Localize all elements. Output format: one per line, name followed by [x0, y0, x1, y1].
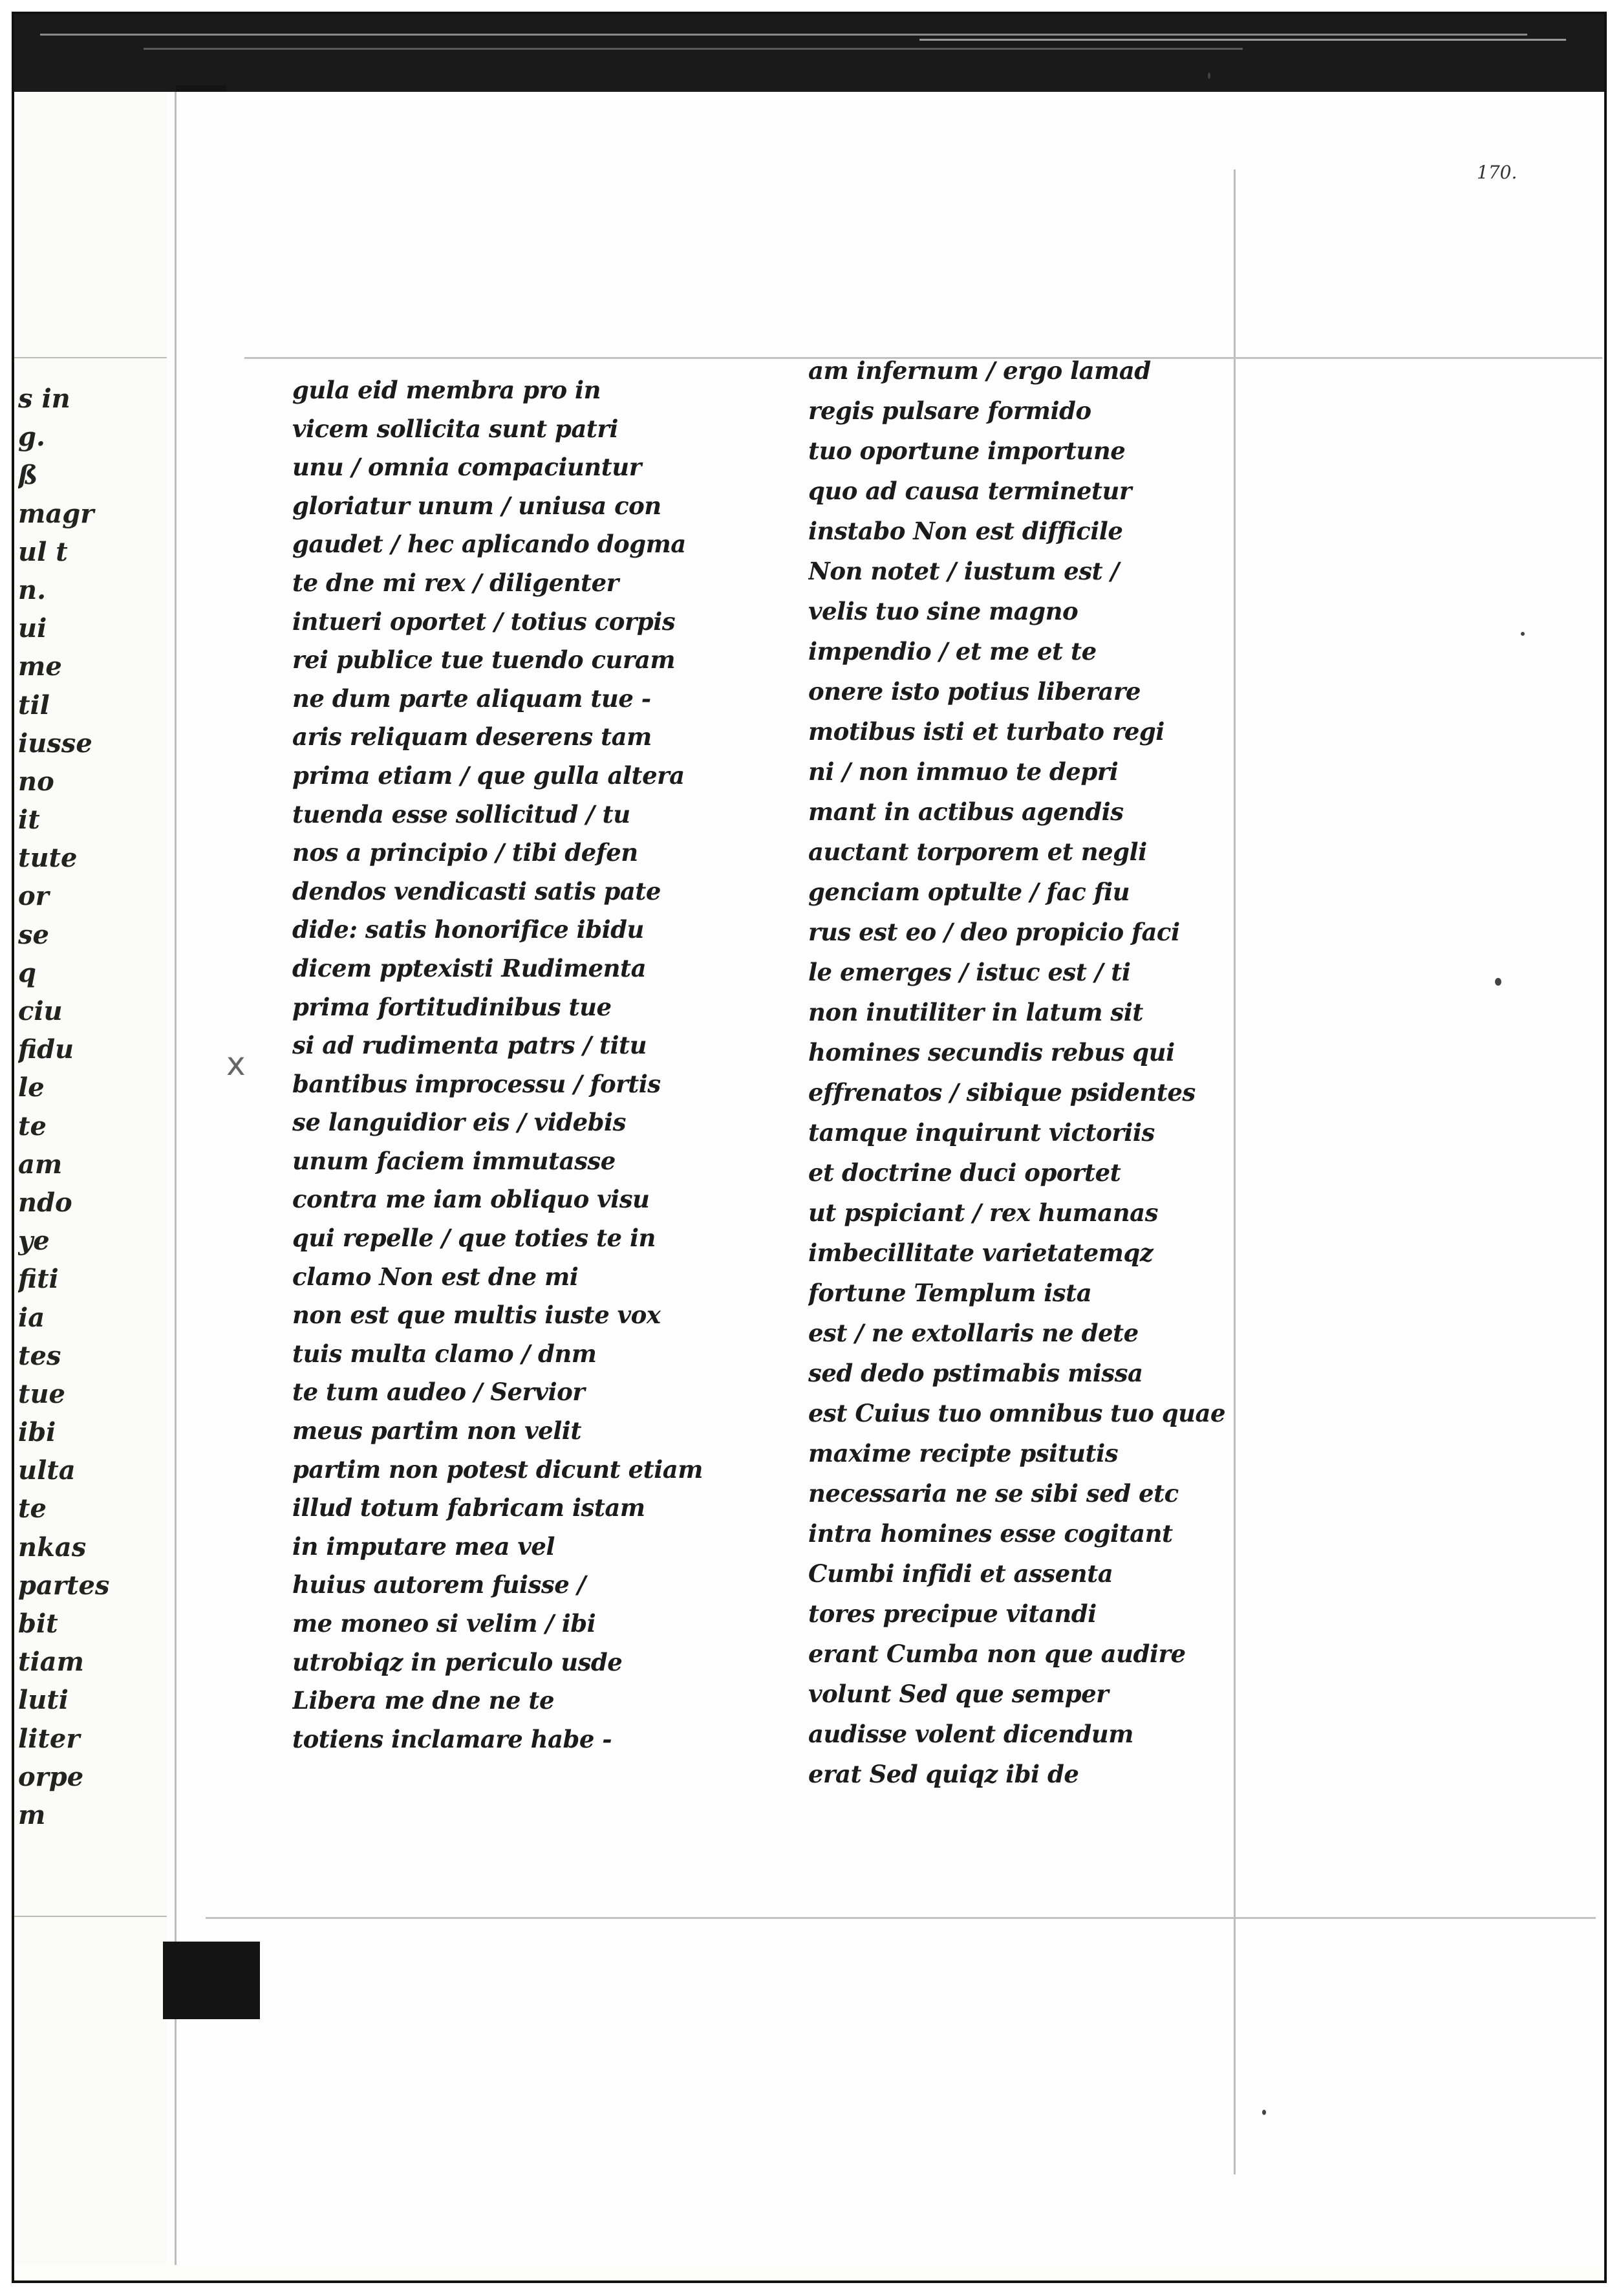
manuscript-line: non inutiliter in latum sit: [808, 998, 1143, 1026]
manuscript-line: quo ad causa terminetur: [808, 477, 1132, 505]
facing-page-line: ciu: [18, 996, 63, 1026]
manuscript-line: utrobiqz in periculo usde: [292, 1647, 623, 1676]
manuscript-line: se languidior eis / videbis: [292, 1108, 626, 1137]
manuscript-line: meus partim non velit: [292, 1416, 581, 1446]
facing-page-line: magr: [18, 498, 94, 529]
facing-page-line: partes: [18, 1570, 110, 1601]
facing-page-line: nkas: [18, 1532, 87, 1563]
facing-page-line: orpe: [18, 1761, 84, 1792]
manuscript-line: illud totum fabricam istam: [292, 1493, 645, 1522]
folio-number: 170.: [1477, 162, 1518, 183]
facing-page-line: it: [18, 805, 40, 836]
facing-page-line: se: [18, 919, 49, 950]
manuscript-line: auctant torporem et negli: [808, 838, 1147, 866]
manuscript-line: fortune Templum ista: [808, 1279, 1092, 1307]
manuscript-line: Cumbi infidi et assenta: [808, 1559, 1113, 1588]
facing-page-text: [18, 380, 167, 1834]
facing-page-line: liter: [18, 1723, 80, 1754]
manuscript-line: te tum audeo / Servior: [292, 1378, 585, 1407]
scan-speck: [1521, 632, 1525, 636]
manuscript-line: prima etiam / que gulla altera: [292, 761, 685, 790]
manuscript-line: qui repelle / que toties te in: [292, 1224, 656, 1253]
manuscript-line: prima fortitudinibus tue: [292, 992, 612, 1021]
manuscript-line: est Cuius tuo omnibus tuo quae: [808, 1399, 1226, 1427]
facing-page-line: no: [18, 766, 54, 797]
manuscript-line: instabo Non est difficile: [808, 517, 1123, 545]
manuscript-line: am infernum / ergo lamad: [808, 356, 1151, 385]
facing-page-line: ui: [18, 613, 47, 644]
manuscript-line: tamque inquirunt victoriis: [808, 1118, 1155, 1147]
manuscript-line: gula eid membra pro in: [292, 376, 601, 404]
facing-page-line: le: [18, 1072, 45, 1103]
manuscript-line: aris reliquam deserens tam: [292, 722, 652, 752]
scan-speck: [1495, 978, 1501, 986]
facing-page-fragment: [14, 92, 169, 2265]
manuscript-line: totiens inclamare habe -: [292, 1724, 612, 1753]
facing-page-line: n.: [18, 574, 47, 605]
manuscript-line: mant in actibus agendis: [808, 797, 1124, 826]
manuscript-line: regis pulsare formido: [808, 396, 1091, 425]
facing-page-line: am: [18, 1149, 63, 1180]
facing-page-line: fiti: [18, 1264, 59, 1295]
facing-page-line: ß: [18, 460, 38, 491]
manuscript-line: gloriatur unum / uniusa con: [292, 491, 661, 520]
manuscript-line: effrenatos / sibique psidentes: [808, 1078, 1196, 1107]
manuscript-line: et doctrine duci oportet: [808, 1158, 1121, 1187]
manuscript-line: homines secundis rebus qui: [808, 1038, 1175, 1067]
manuscript-line: bantibus improcessu / fortis: [292, 1069, 661, 1098]
manuscript-line: non est que multis iuste vox: [292, 1301, 661, 1330]
facing-page-line: te: [18, 1493, 47, 1524]
facing-page-line: tue: [18, 1378, 66, 1409]
facing-page-line: ia: [18, 1302, 45, 1333]
manuscript-line: est / ne extollaris ne dete: [808, 1319, 1139, 1347]
facing-page-line: te: [18, 1110, 47, 1142]
facing-page-line: tute: [18, 843, 78, 874]
scan-top-edge: [14, 14, 1604, 92]
manuscript-line: rei publice tue tuendo curam: [292, 645, 676, 675]
scan-frame: [12, 12, 1607, 2283]
facing-page-line: ibi: [18, 1417, 56, 1448]
manuscript-line: dendos vendicasti satis pate: [292, 876, 661, 905]
manuscript-line: rus est eo / deo propicio faci: [808, 918, 1180, 946]
manuscript-line: me moneo si velim / ibi: [292, 1609, 596, 1638]
manuscript-line: erat Sed quiqz ibi de: [808, 1760, 1079, 1788]
text-column-left: [292, 371, 784, 1759]
manuscript-line: imbecillitate varietatemqz: [808, 1239, 1154, 1267]
manuscript-line: unum faciem immutasse: [292, 1146, 616, 1175]
facing-page-line: s in: [18, 384, 70, 414]
binding-shadow-bottom: [163, 1942, 260, 2019]
manuscript-line: tuis multa clamo / dnm: [292, 1339, 597, 1368]
facing-page-line: til: [18, 689, 50, 720]
manuscript-line: clamo Non est dne mi: [292, 1262, 579, 1291]
text-column-right: [808, 351, 1313, 1794]
manuscript-line: unu / omnia compaciuntur: [292, 453, 641, 482]
manuscript-line: nos a principio / tibi defen: [292, 838, 638, 867]
manuscript-line: volunt Sed que semper: [808, 1680, 1109, 1708]
manuscript-line: Libera me dne ne te: [292, 1686, 555, 1715]
facing-page-line: tiam: [18, 1647, 84, 1678]
manuscript-line: partim non potest dicunt etiam: [292, 1455, 703, 1484]
manuscript-line: vicem sollicita sunt patri: [292, 414, 618, 443]
manuscript-line: intra homines esse cogitant: [808, 1519, 1173, 1548]
manuscript-line: impendio / et me et te: [808, 637, 1097, 666]
manuscript-line: gaudet / hec aplicando dogma: [292, 530, 686, 559]
facing-page-line: m: [18, 1799, 46, 1830]
manuscript-line: ne dum parte aliquam tue -: [292, 684, 651, 713]
manuscript-line: huius autorem fuisse /: [292, 1570, 586, 1599]
facing-page-line: ulta: [18, 1455, 76, 1486]
manuscript-line: velis tuo sine magno: [808, 597, 1079, 625]
manuscript-line: dicem pptexisti Rudimenta: [292, 953, 647, 982]
facing-page-line: fidu: [18, 1034, 74, 1065]
manuscript-line: audisse volent dicendum: [808, 1720, 1133, 1748]
manuscript-line: in imputare mea vel: [292, 1532, 555, 1561]
facing-page-line: q: [18, 957, 36, 988]
facing-page-line: luti: [18, 1685, 69, 1716]
manuscript-line: motibus isti et turbato regi: [808, 717, 1165, 746]
manuscript-line: maxime recipte psitutis: [808, 1439, 1119, 1467]
scan-speck: [1262, 2110, 1266, 2115]
manuscript-line: si ad rudimenta patrs / titu: [292, 1031, 647, 1060]
manuscript-line: tuenda esse sollicitud / tu: [292, 799, 630, 829]
manuscript-line: erant Cumba non que audire: [808, 1640, 1186, 1668]
facing-page-line: me: [18, 651, 62, 682]
manuscript-line: ut pspiciant / rex humanas: [808, 1198, 1158, 1227]
manuscript-line: dide: satis honorifice ibidu: [292, 915, 644, 944]
manuscript-line: le emerges / istuc est / ti: [808, 958, 1131, 986]
manuscript-line: contra me iam obliquo visu: [292, 1185, 650, 1214]
manuscript-line: tores precipue vitandi: [808, 1599, 1097, 1628]
facing-page-line: ye: [18, 1226, 50, 1257]
manuscript-line: tuo oportune importune: [808, 437, 1126, 465]
manuscript-line: sed dedo pstimabis missa: [808, 1359, 1143, 1387]
manuscript-line: onere isto potius liberare: [808, 677, 1141, 706]
manuscript-line: genciam optulte / fac fiu: [808, 878, 1130, 906]
facing-page-line: g.: [18, 422, 45, 453]
manuscript-line: intueri oportet / totius corpis: [292, 607, 676, 636]
facing-page-line: ndo: [18, 1187, 72, 1218]
facing-page-line: bit: [18, 1608, 58, 1639]
facing-page-line: ul t: [18, 536, 68, 567]
manuscript-line: ni / non immuo te depri: [808, 757, 1119, 786]
margin-mark: x: [226, 1045, 246, 1083]
scan-speck: [1208, 72, 1210, 79]
facing-page-line: tes: [18, 1340, 61, 1371]
manuscript-line: te dne mi rex / diligenter: [292, 568, 619, 597]
facing-page-line: iusse: [18, 728, 92, 759]
manuscript-line: necessaria ne se sibi sed etc: [808, 1479, 1179, 1508]
facing-page-line: or: [18, 881, 49, 912]
manuscript-line: Non notet / iustum est /: [808, 557, 1119, 585]
